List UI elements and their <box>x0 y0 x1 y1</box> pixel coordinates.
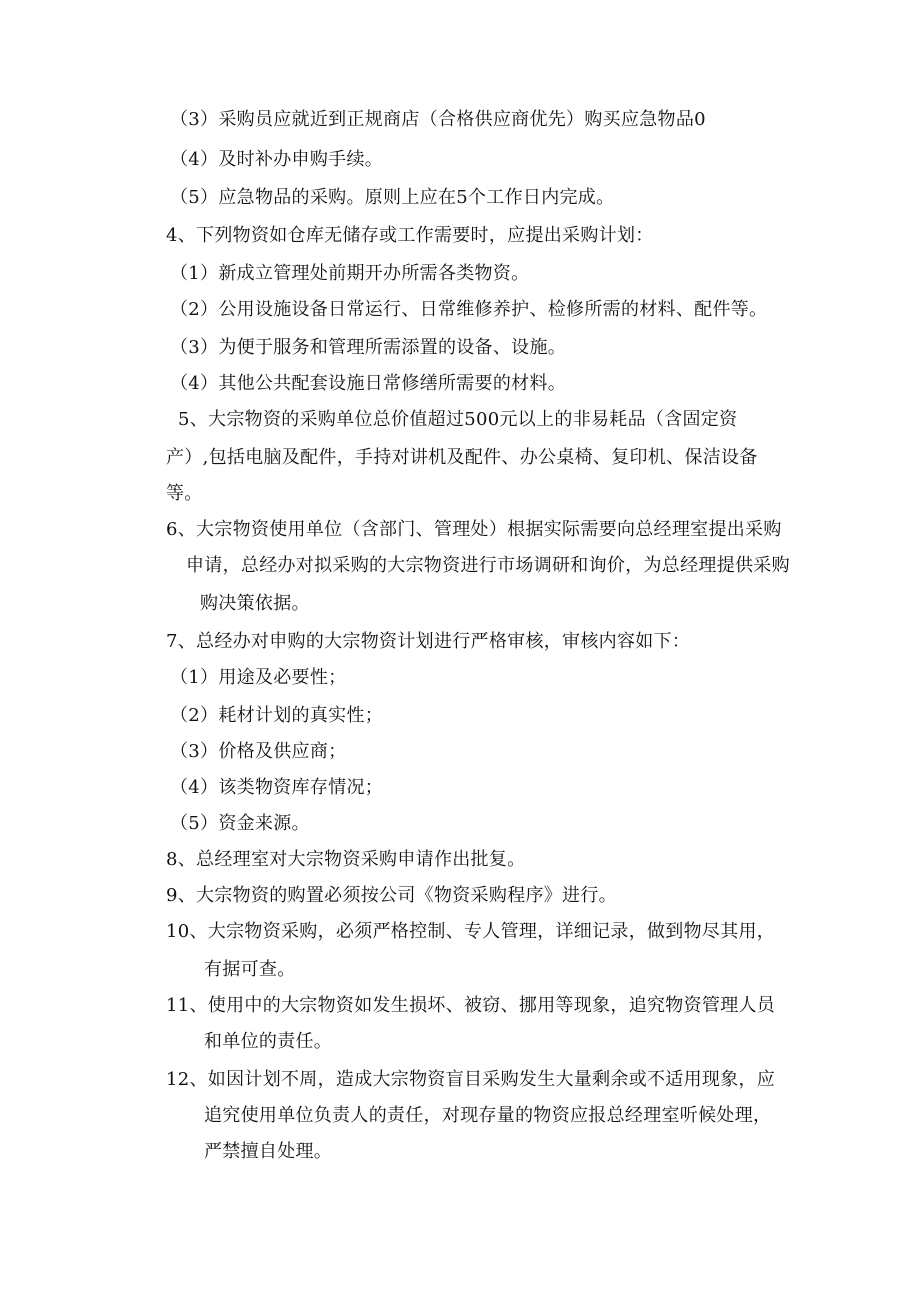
section-10-line-2: 有据可查。 <box>204 959 296 980</box>
section-5-line-3: 等。 <box>166 483 203 504</box>
section-12-line-2: 追究使用单位负责人的责任，对现存量的物资应报总经理室听候处理， <box>204 1105 772 1126</box>
section-4-item-1: （1）新成立管理处前期开办所需各类物资。 <box>170 263 530 284</box>
section-11-line-1: 11、使用中的大宗物资如发生损坏、被窃、挪用等现象，追究物资管理人员 <box>166 995 776 1016</box>
section-11-line-2: 和单位的责任。 <box>204 1031 333 1052</box>
section-6-line-3: 购决策依据。 <box>200 593 310 614</box>
section-7-item-4: （4）该类物资库存情况； <box>170 777 384 798</box>
section-7-item-5: （5）资金来源。 <box>170 813 310 834</box>
section-5-line-2: 产）,包括电脑及配件，手持对讲机及配件、办公桌椅、复印机、保洁设备 <box>166 447 758 468</box>
section-4-item-3: （3）为便于服务和管理所需添置的设备、设施。 <box>170 337 567 358</box>
section-4-heading: 4、下列物资如仓库无储存或工作需要时，应提出采购计划： <box>166 225 654 246</box>
section-9: 9、大宗物资的购置必须按公司《物资采购程序》进行。 <box>166 885 617 906</box>
line-3-emergency-purchase: （3）采购员应就近到正规商店（合格供应商优先）购买应急物品0 <box>170 109 706 130</box>
section-7-item-3: （3）价格及供应商； <box>170 741 347 762</box>
section-7-heading: 7、总经办对申购的大宗物资计划进行严格审核，审核内容如下： <box>166 631 691 652</box>
section-8: 8、总经理室对大宗物资采购申请作出批复。 <box>166 849 526 870</box>
section-7-item-1: （1）用途及必要性； <box>170 667 347 688</box>
section-4-item-4: （4）其他公共配套设施日常修缮所需要的材料。 <box>170 373 567 394</box>
section-12-line-1: 12、如因计划不周，造成大宗物资盲目采购发生大量剩余或不适用现象，应 <box>166 1069 776 1090</box>
section-6-line-2: 申请，总经办对拟采购的大宗物资进行市场调研和询价，为总经理提供采购 <box>186 555 790 576</box>
section-4-item-2: （2）公用设施设备日常运行、日常维修养护、检修所需的材料、配件等。 <box>170 299 768 320</box>
section-7-item-2: （2）耗材计划的真实性； <box>170 705 384 726</box>
line-5-emergency-deadline: （5）应急物品的采购。原则上应在5个工作日内完成。 <box>170 187 615 208</box>
section-10-line-1: 10、大宗物资采购，必须严格控制、专人管理，详细记录，做到物尽其用， <box>166 921 776 942</box>
line-4-supplement-procedure: （4）及时补办申购手续。 <box>170 149 384 170</box>
section-12-line-3: 严禁擅自处理。 <box>204 1141 333 1162</box>
section-5-line-1: 5、大宗物资的采购单位总价值超过500元以上的非易耗品（含固定资 <box>178 409 738 430</box>
section-6-line-1: 6、大宗物资使用单位（含部门、管理处）根据实际需要向总经理室提出采购 <box>166 519 782 540</box>
